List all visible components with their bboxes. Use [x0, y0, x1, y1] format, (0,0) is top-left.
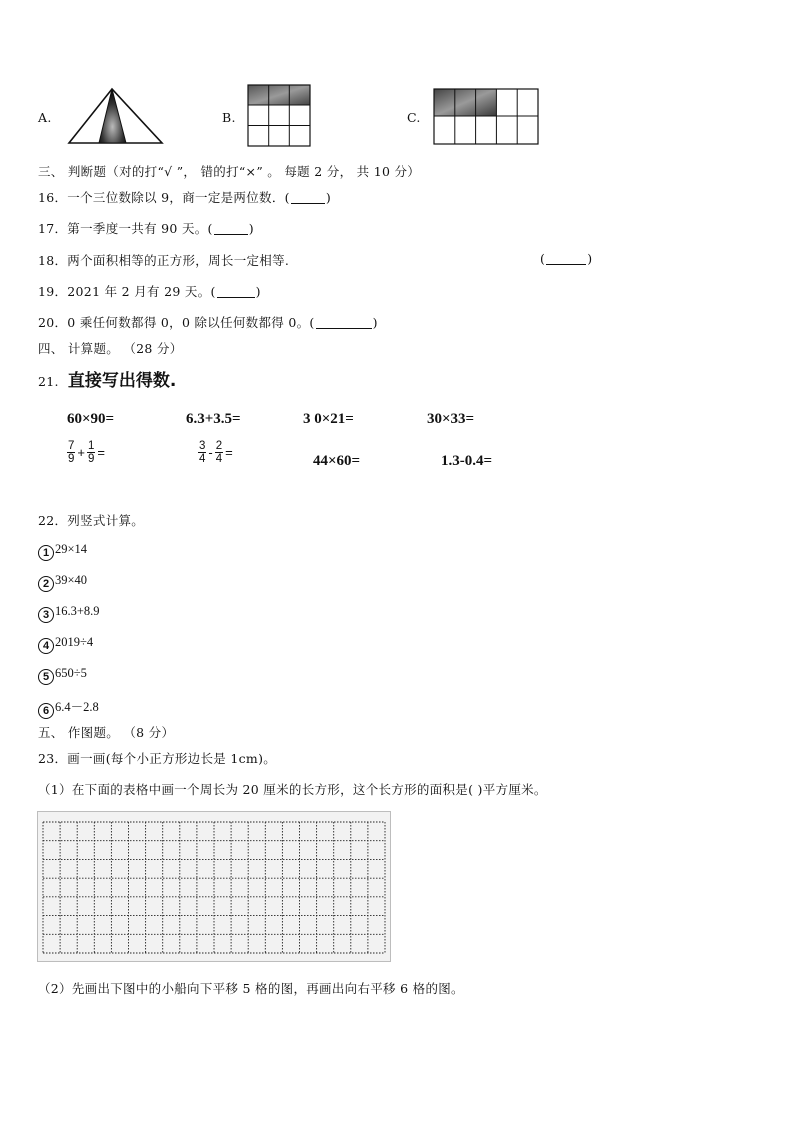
section-4-heading: 四、 计算题。 （28 分） [38, 341, 183, 356]
section-3-heading: 三、 判断题（对的打“√ ”， 错的打“×” 。 每题 2 分， 共 10 分） [38, 164, 421, 179]
vertical-calc-1: 1 29×14 [38, 542, 87, 561]
option-a-label: A. [38, 110, 52, 125]
vertical-calc-5: 5 650÷5 [38, 666, 87, 685]
question-21-title: 直接写出得数. [67, 371, 177, 391]
vertical-calc-4: 4 2019÷4 [38, 635, 93, 654]
fraction-expression-1: $\frac{7}{9}$ + $\frac{1}{9}$ = [68, 440, 105, 465]
answer-blank-20[interactable] [316, 316, 372, 329]
calc-item-3: 3 0×21= [303, 411, 354, 427]
calc-item-1: 60×90= [67, 411, 115, 427]
drawing-grid-panel [37, 811, 391, 962]
fraction-3-4: $\frac{3}{4}$ [199, 440, 206, 465]
calc-item-4: 30×33= [427, 411, 475, 427]
question-17-close: ) [248, 221, 254, 236]
question-21-heading [38, 366, 176, 391]
question-17-text: 17．第一季度一共有 90 天。( [38, 221, 213, 236]
question-17 [38, 219, 254, 237]
question-19 [38, 282, 261, 300]
three-by-three-grid-figure [247, 84, 312, 148]
dotted-drawing-grid[interactable] [38, 812, 390, 961]
answer-blank-19[interactable] [217, 285, 255, 298]
question-16-text: 16．一个三位数除以 9，商一定是两位数．( [38, 190, 290, 205]
calc-item-2: 6.3+3.5= [186, 411, 241, 427]
shaded-triangle-figure [66, 86, 166, 146]
fraction-expression-2: $\frac{3}{4}$ - $\frac{2}{4}$ = [199, 440, 233, 465]
calc-item-7: 44×60= [313, 453, 361, 469]
answer-blank-16[interactable] [291, 191, 325, 204]
question-20 [38, 313, 378, 331]
question-20-close: ) [372, 315, 378, 330]
question-22: 22．列竖式计算。 [38, 513, 145, 528]
fraction-1-9: $\frac{1}{9}$ [88, 440, 95, 465]
option-c-label: C. [407, 110, 421, 125]
question-23: 23．画一画(每个小正方形边长是 1cm)。 [38, 751, 277, 766]
question-19-close: ) [255, 284, 261, 299]
question-16 [38, 188, 331, 206]
question-21-number: 21. [38, 374, 59, 389]
vertical-calc-2: 2 39×40 [38, 573, 87, 592]
calc-item-8: 1.3-0.4= [441, 453, 493, 469]
question-23-part-1: （1）在下面的表格中画一个周长为 20 厘米的长方形，这个长方形的面积是( )平方厘米。 [38, 782, 547, 797]
question-19-text: 19．2021 年 2 月有 29 天。( [38, 284, 216, 299]
five-by-two-grid-figure [433, 88, 540, 146]
question-23-part-2: （2）先画出下图中的小船向下平移 5 格的图，再画出向右平移 6 格的图。 [38, 981, 464, 996]
vertical-calc-6: 6 6.4－2.8 [38, 697, 99, 719]
question-18-text: 18．两个面积相等的正方形，周长一定相等. [38, 253, 290, 268]
question-18-answer [540, 251, 592, 266]
answer-blank-18[interactable] [546, 252, 586, 265]
question-20-text: 20．0 乘任何数都得 0，0 除以任何数都得 0。( [38, 315, 315, 330]
question-18-open: ( [540, 251, 546, 266]
fraction-2-4: $\frac{2}{4}$ [215, 440, 223, 465]
question-16-close: ) [325, 190, 331, 205]
option-b-label: B. [222, 110, 236, 125]
section-5-heading: 五、 作图题。 （8 分） [38, 725, 175, 740]
answer-blank-17[interactable] [214, 222, 248, 235]
fraction-7-9: $\frac{7}{9}$ [68, 440, 75, 465]
vertical-calc-3: 3 16.3+8.9 [38, 604, 100, 623]
question-18-close: ) [587, 251, 593, 266]
